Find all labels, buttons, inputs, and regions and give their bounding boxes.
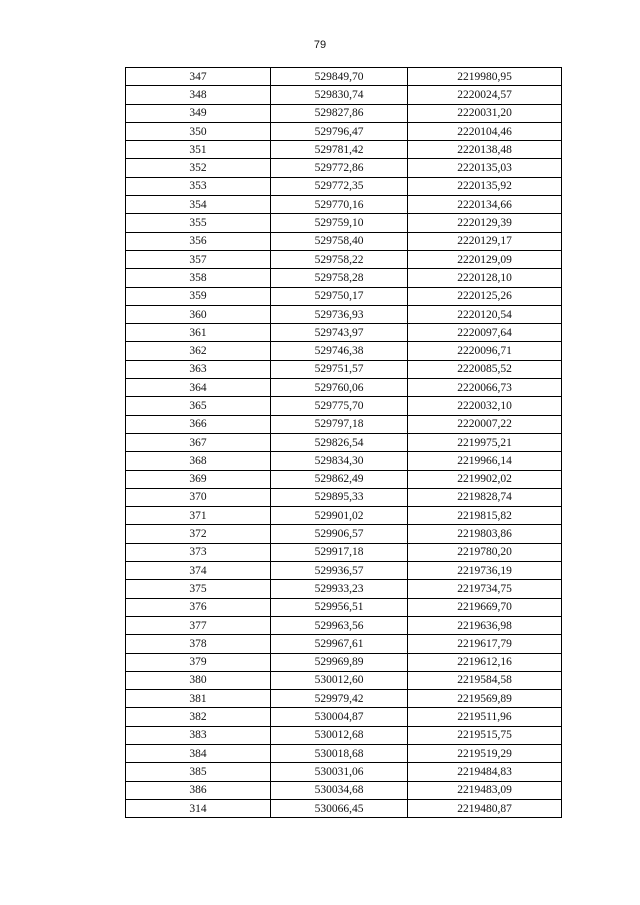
x-coordinate-cell: 529750,17 [271,287,408,305]
x-coordinate-cell: 530004,87 [271,708,408,726]
table-row [126,104,562,122]
y-coordinate-cell: 2219511,96 [408,708,562,726]
x-coordinate-cell: 529758,22 [271,250,408,268]
x-coordinate-cell: 529956,51 [271,598,408,616]
point-number-cell: 352 [126,159,271,177]
table-row [126,708,562,726]
table-row [126,452,562,470]
point-number-cell: 370 [126,488,271,506]
table-row [126,360,562,378]
y-coordinate-cell: 2219612,16 [408,653,562,671]
point-number-cell: 354 [126,196,271,214]
point-number-cell: 361 [126,324,271,342]
y-coordinate-cell: 2220031,20 [408,104,562,122]
table-row [126,616,562,634]
x-coordinate-cell: 529751,57 [271,360,408,378]
table-row [126,196,562,214]
y-coordinate-cell: 2219980,95 [408,68,562,86]
y-coordinate-cell: 2219617,79 [408,635,562,653]
x-coordinate-cell: 529770,16 [271,196,408,214]
y-coordinate-cell: 2220007,22 [408,415,562,433]
y-coordinate-cell: 2220138,48 [408,141,562,159]
y-coordinate-cell: 2220135,92 [408,177,562,195]
y-coordinate-cell: 2220104,46 [408,122,562,140]
point-number-cell: 374 [126,562,271,580]
x-coordinate-cell: 530031,06 [271,763,408,781]
x-coordinate-cell: 529760,06 [271,379,408,397]
point-number-cell: 349 [126,104,271,122]
table-row [126,598,562,616]
x-coordinate-cell: 529775,70 [271,397,408,415]
y-coordinate-cell: 2219480,87 [408,799,562,817]
y-coordinate-cell: 2220085,52 [408,360,562,378]
point-number-cell: 367 [126,433,271,451]
point-number-cell: 380 [126,671,271,689]
y-coordinate-cell: 2219815,82 [408,507,562,525]
point-number-cell: 314 [126,799,271,817]
point-number-cell: 384 [126,744,271,762]
x-coordinate-cell: 529969,89 [271,653,408,671]
table-row [126,671,562,689]
table-row [126,342,562,360]
x-coordinate-cell: 529979,42 [271,690,408,708]
table-row [126,763,562,781]
y-coordinate-cell: 2220066,73 [408,379,562,397]
table-row [126,122,562,140]
x-coordinate-cell: 529933,23 [271,580,408,598]
point-number-cell: 355 [126,214,271,232]
y-coordinate-cell: 2219483,09 [408,781,562,799]
table-row [126,415,562,433]
x-coordinate-cell: 529758,40 [271,232,408,250]
y-coordinate-cell: 2219515,75 [408,726,562,744]
table-row [126,744,562,762]
x-coordinate-cell: 530012,60 [271,671,408,689]
y-coordinate-cell: 2219519,29 [408,744,562,762]
x-coordinate-cell: 529743,97 [271,324,408,342]
point-number-cell: 348 [126,86,271,104]
x-coordinate-cell: 529772,35 [271,177,408,195]
y-coordinate-cell: 2219669,70 [408,598,562,616]
y-coordinate-cell: 2219780,20 [408,543,562,561]
y-coordinate-cell: 2220135,03 [408,159,562,177]
table-row [126,287,562,305]
point-number-cell: 385 [126,763,271,781]
table-row [126,781,562,799]
y-coordinate-cell: 2219828,74 [408,488,562,506]
table-row [126,397,562,415]
point-number-cell: 381 [126,690,271,708]
point-number-cell: 358 [126,269,271,287]
x-coordinate-cell: 529781,42 [271,141,408,159]
table-row [126,653,562,671]
table-row [126,525,562,543]
table-row [126,635,562,653]
x-coordinate-cell: 529759,10 [271,214,408,232]
point-number-cell: 383 [126,726,271,744]
table-row [126,580,562,598]
x-coordinate-cell: 529834,30 [271,452,408,470]
y-coordinate-cell: 2220129,09 [408,250,562,268]
y-coordinate-cell: 2219636,98 [408,616,562,634]
x-coordinate-cell: 529901,02 [271,507,408,525]
y-coordinate-cell: 2219484,83 [408,763,562,781]
point-number-cell: 372 [126,525,271,543]
y-coordinate-cell: 2219569,89 [408,690,562,708]
y-coordinate-cell: 2219584,58 [408,671,562,689]
table-row [126,488,562,506]
x-coordinate-cell: 529797,18 [271,415,408,433]
point-number-cell: 362 [126,342,271,360]
page-number: 79 [313,39,327,51]
y-coordinate-cell: 2220125,26 [408,287,562,305]
table-row [126,799,562,817]
point-number-cell: 375 [126,580,271,598]
x-coordinate-cell: 529967,61 [271,635,408,653]
y-coordinate-cell: 2220134,66 [408,196,562,214]
y-coordinate-cell: 2220128,10 [408,269,562,287]
table-row [126,470,562,488]
table-row [126,68,562,86]
y-coordinate-cell: 2219902,02 [408,470,562,488]
x-coordinate-cell: 529906,57 [271,525,408,543]
x-coordinate-cell: 529827,86 [271,104,408,122]
point-number-cell: 357 [126,250,271,268]
y-coordinate-cell: 2220096,71 [408,342,562,360]
table-row [126,433,562,451]
table-row [126,690,562,708]
x-coordinate-cell: 529796,47 [271,122,408,140]
x-coordinate-cell: 530034,68 [271,781,408,799]
table-row [126,324,562,342]
table-row [126,507,562,525]
y-coordinate-cell: 2220120,54 [408,305,562,323]
point-number-cell: 353 [126,177,271,195]
table-row [126,562,562,580]
x-coordinate-cell: 529917,18 [271,543,408,561]
point-number-cell: 359 [126,287,271,305]
table-row [126,86,562,104]
table-row [126,159,562,177]
point-number-cell: 371 [126,507,271,525]
point-number-cell: 377 [126,616,271,634]
y-coordinate-cell: 2219966,14 [408,452,562,470]
table-row [126,726,562,744]
point-number-cell: 369 [126,470,271,488]
point-number-cell: 360 [126,305,271,323]
point-number-cell: 351 [126,141,271,159]
y-coordinate-cell: 2220129,17 [408,232,562,250]
x-coordinate-cell: 529772,86 [271,159,408,177]
y-coordinate-cell: 2220097,64 [408,324,562,342]
y-coordinate-cell: 2219734,75 [408,580,562,598]
point-number-cell: 363 [126,360,271,378]
x-coordinate-cell: 530018,68 [271,744,408,762]
table-row [126,141,562,159]
table-row [126,305,562,323]
point-number-cell: 350 [126,122,271,140]
y-coordinate-cell: 2219736,19 [408,562,562,580]
table-row [126,214,562,232]
point-number-cell: 379 [126,653,271,671]
x-coordinate-cell: 529862,49 [271,470,408,488]
table-row [126,177,562,195]
x-coordinate-cell: 529746,38 [271,342,408,360]
point-number-cell: 382 [126,708,271,726]
point-number-cell: 365 [126,397,271,415]
x-coordinate-cell: 529758,28 [271,269,408,287]
point-number-cell: 356 [126,232,271,250]
point-number-cell: 378 [126,635,271,653]
y-coordinate-cell: 2219803,86 [408,525,562,543]
point-number-cell: 376 [126,598,271,616]
y-coordinate-cell: 2220024,57 [408,86,562,104]
x-coordinate-cell: 529963,56 [271,616,408,634]
point-number-cell: 373 [126,543,271,561]
coordinates-table [125,67,562,818]
point-number-cell: 364 [126,379,271,397]
point-number-cell: 366 [126,415,271,433]
x-coordinate-cell: 529736,93 [271,305,408,323]
x-coordinate-cell: 529849,70 [271,68,408,86]
x-coordinate-cell: 529936,57 [271,562,408,580]
y-coordinate-cell: 2219975,21 [408,433,562,451]
y-coordinate-cell: 2220032,10 [408,397,562,415]
table-row [126,379,562,397]
x-coordinate-cell: 529830,74 [271,86,408,104]
x-coordinate-cell: 529826,54 [271,433,408,451]
y-coordinate-cell: 2220129,39 [408,214,562,232]
point-number-cell: 347 [126,68,271,86]
x-coordinate-cell: 529895,33 [271,488,408,506]
table-row [126,250,562,268]
x-coordinate-cell: 530066,45 [271,799,408,817]
table-row [126,543,562,561]
table-row [126,269,562,287]
point-number-cell: 368 [126,452,271,470]
x-coordinate-cell: 530012,68 [271,726,408,744]
table-row [126,232,562,250]
coordinates-table-body [126,68,562,818]
point-number-cell: 386 [126,781,271,799]
